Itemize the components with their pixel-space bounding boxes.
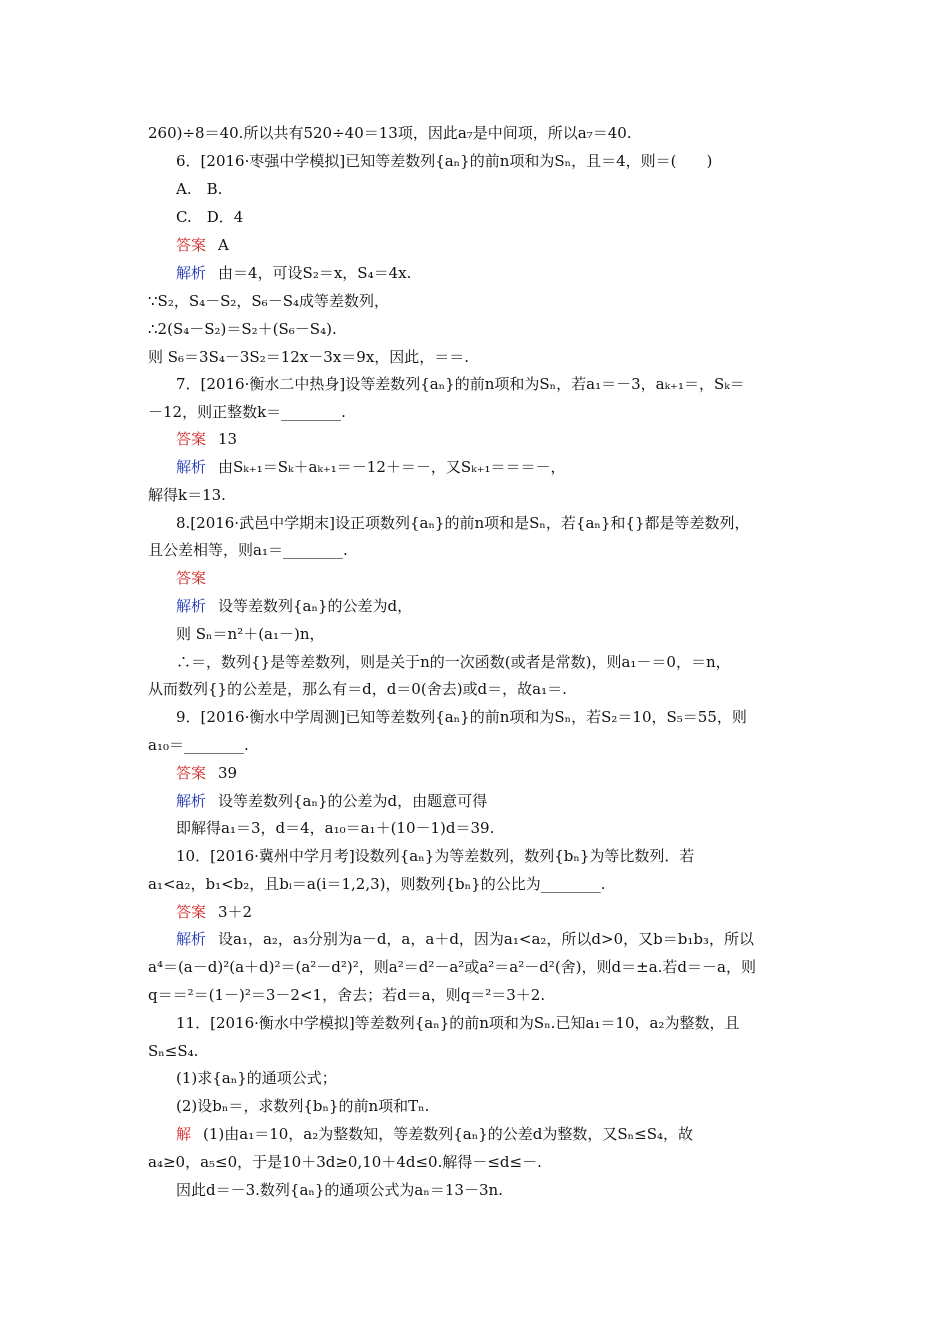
question-6-answer: 答案 A: [176, 236, 229, 254]
text-line-20: ∴＝，数列{}是等差数列，则是关于n的一次函数(或者是常数)，则a₁－＝0，＝n，: [176, 653, 731, 671]
question-10-stem: 10．[2016·冀州中学月考]设数列{aₙ}为等差数列，数列{bₙ}为等比数列．若: [176, 847, 695, 865]
text-line-32: q＝＝²＝(1－)²＝3－2<1，舍去；若d＝a，则q＝²＝3＋2.: [148, 986, 546, 1004]
text-line-14: 解得k＝13.: [148, 486, 226, 504]
text-line-23: a₁₀＝________.: [148, 736, 249, 754]
text-line-11: －12，则正整数k＝________.: [148, 403, 346, 421]
text-line-38: a₄≥0，a₅≤0，于是10＋3d≥0,10＋4d≤0.解得－≤d≤－.: [148, 1153, 542, 1171]
question-7-answer: 答案 13: [176, 430, 238, 448]
text-line-9: 则 S₆＝3S₄－3S₂＝12x－3x＝9x，因此，＝＝.: [148, 348, 470, 366]
analysis-label: 解析: [176, 597, 207, 615]
question-9-answer: 答案 39: [176, 764, 238, 782]
question-11-stem: 11．[2016·衡水中学模拟]等差数列{aₙ}的前n项和为Sₙ.已知a₁＝10，a₂为整数，且: [176, 1014, 740, 1032]
text-line-16: 且公差相等，则a₁＝________.: [148, 541, 348, 559]
text-line-31: a⁴＝(a－d)²(a＋d)²＝(a²－d²)²，则a²＝d²－a²或a²＝a²－d²(舍)，则d＝±a.若d＝－a，则: [148, 958, 756, 976]
answer-label: 答案: [176, 903, 207, 921]
text-line-39: 因此d＝－3.数列{aₙ}的通项公式为aₙ＝13－3n.: [176, 1181, 503, 1199]
analysis-label: 解析: [176, 792, 207, 810]
question-8-answer: [176, 568, 808, 588]
question-11-part-2: (2)设bₙ＝，求数列{bₙ}的前n项和Tₙ.: [176, 1097, 430, 1115]
question-8-stem: 8.[2016·武邑中学期末]设正项数列{aₙ}的前n项和是Sₙ，若{aₙ}和{}都是等差数列，: [176, 514, 750, 532]
answer-label: 答案: [176, 764, 207, 782]
text-line-19: 则 Sₙ＝n²＋(a₁－)n，: [176, 625, 325, 643]
solution-label: 解: [176, 1125, 192, 1143]
text-line-34: Sₙ≤S₄.: [148, 1042, 199, 1060]
question-11-part-1: (1)求{aₙ}的通项公式；: [176, 1069, 337, 1087]
question-6-options-ab: A. B.: [176, 180, 223, 198]
question-10-analysis: 解析 设a₁，a₂，a₃分别为a－d，a，a＋d，因为a₁<a₂，所以d>0，又b＝b₁b₃，所以: [176, 930, 754, 948]
question-6-options-cd: C. D．4: [176, 208, 244, 226]
question-7-analysis: 解析 由Sₖ₊₁＝Sₖ＋aₖ₊₁＝－12＋＝－，又Sₖ₊₁＝＝＝－，: [176, 458, 566, 476]
question-11-solution: 解 (1)由a₁＝10，a₂为整数知，等差数列{aₙ}的公差d为整数，又Sₙ≤S₄，故: [176, 1125, 694, 1143]
answer-label: 答案: [176, 430, 207, 448]
analysis-label: 解析: [176, 930, 207, 948]
question-9-analysis: 解析 设等差数列{aₙ}的公差为d，由题意可得: [176, 792, 488, 810]
text-line-21: 从而数列{}的公差是，那么有＝d，d＝0(舍去)或d＝，故a₁＝.: [148, 680, 567, 698]
text-line-28: a₁<a₂，b₁<b₂，且bᵢ＝a(i＝1,2,3)，则数列{bₙ}的公比为________.: [148, 875, 606, 893]
question-9-stem: 9．[2016·衡水中学周测]已知等差数列{aₙ}的前n项和为Sₙ，若S₂＝10，S₅＝55，则: [176, 708, 747, 726]
answer-label: 答案: [176, 569, 207, 587]
question-8-analysis: 解析 设等差数列{aₙ}的公差为d，: [176, 597, 413, 615]
question-6-stem: 6．[2016·枣强中学模拟]已知等差数列{aₙ}的前n项和为Sₙ，且＝4，则＝( ): [176, 152, 713, 170]
text-line-7: ∵S₂，S₄－S₂，S₆－S₄成等差数列，: [148, 292, 389, 310]
text-line-8: ∴2(S₄－S₂)＝S₂＋(S₆－S₄).: [148, 320, 337, 338]
question-10-answer: 答案 3＋2: [176, 903, 253, 921]
analysis-label: 解析: [176, 264, 207, 282]
text-line-1: 260)÷8＝40.所以共有520÷40＝13项，因此a₇是中间项，所以a₇＝40.: [148, 124, 632, 142]
question-6-analysis: 解析 由＝4，可设S₂＝x，S₄＝4x.: [176, 264, 412, 282]
answer-label: 答案: [176, 236, 207, 254]
text-line-26: 即解得a₁＝3，d＝4，a₁₀＝a₁＋(10－1)d＝39.: [176, 819, 495, 837]
analysis-label: 解析: [176, 458, 207, 476]
question-7-stem: 7．[2016·衡水二中热身]设等差数列{aₙ}的前n项和为Sₙ，若a₁＝－3，aₖ₊₁＝，Sₖ＝: [176, 375, 745, 393]
